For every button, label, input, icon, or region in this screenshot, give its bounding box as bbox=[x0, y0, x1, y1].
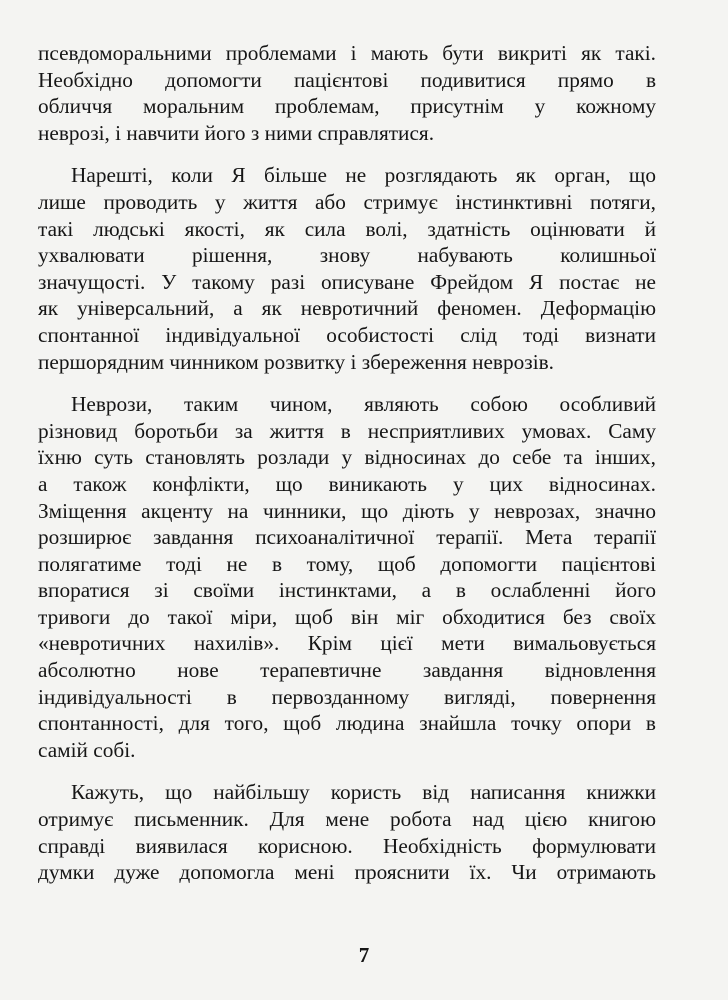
paragraph bbox=[38, 40, 656, 146]
text-line: Неврози, таким чином, являють собою особливий bbox=[71, 392, 656, 417]
paragraph bbox=[38, 162, 656, 375]
text-line: тривоги до такої міри, щоб він міг обходитися без своїх bbox=[38, 604, 656, 629]
paragraph bbox=[38, 391, 656, 763]
text-line: впоратися зі своїми інстинктами, а в ослабленні його bbox=[38, 578, 656, 603]
text-line: «невротичних нахилів». Крім цієї мети вимальовується bbox=[38, 631, 656, 656]
page-body bbox=[38, 40, 656, 902]
text-line: індивідуальності в первозданному вигляді, повернення bbox=[38, 684, 656, 709]
text-line: Необхідно допомогти пацієнтові подивитися прямо в bbox=[38, 67, 656, 92]
text-line: справді виявилася корисною. Необхідність формулювати bbox=[38, 833, 656, 858]
text-line: Зміщення акценту на чинники, що діють у неврозах, значно bbox=[38, 498, 656, 523]
text-line: значущості. У такому разі описуване Фрейдом Я постає не bbox=[38, 269, 656, 294]
text-line: такі людські якості, як сила волі, здатність оцінювати й bbox=[38, 216, 656, 241]
text-line: як універсальний, а як невротичний феномен. Деформацію bbox=[38, 296, 656, 321]
text-line: першорядним чинником розвитку і збереження неврозів. bbox=[38, 349, 554, 374]
text-line: думки дуже допомогла мені прояснити їх. Чи отримають bbox=[38, 860, 656, 885]
text-line: різновид боротьби за життя в несприятливих умовах. Саму bbox=[38, 418, 656, 443]
text-line: отримує письменник. Для мене робота над цією книгою bbox=[38, 807, 656, 832]
page-number: 7 bbox=[358, 943, 370, 967]
text-line: псевдоморальними проблемами і мають бути викриті як такі. bbox=[38, 41, 656, 65]
text-line: самій собі. bbox=[38, 737, 136, 762]
text-line: Кажуть, що найбільшу користь від написання книжки bbox=[71, 780, 656, 805]
text-line: а також конфлікти, що виникають у цих відносинах. bbox=[38, 471, 656, 496]
text-line: обличчя моральним проблемам, присутнім у кожному bbox=[38, 94, 656, 119]
text-line: розширює завдання психоаналітичної терапії. Мета терапії bbox=[38, 525, 656, 550]
text-line: абсолютно нове терапевтичне завдання відновлення bbox=[38, 658, 656, 683]
text-line: неврозі, і навчити його з ними справлятися. bbox=[38, 120, 435, 145]
text-line: спонтанності, для того, щоб людина знайшла точку опори в bbox=[38, 711, 656, 736]
paragraph bbox=[38, 779, 656, 885]
text-line: лише проводить у життя або стримує інстинктивні потяги, bbox=[38, 189, 656, 214]
text-line: полягатиме тоді не в тому, щоб допомогти пацієнтові bbox=[38, 551, 656, 576]
text-line: спонтанної індивідуальної особистості слід тоді визнати bbox=[38, 322, 656, 347]
text-line: ухвалювати рішення, знову набувають колишньої bbox=[38, 243, 656, 268]
text-line: Нарешті, коли Я більше не розглядають як орган, що bbox=[71, 163, 656, 188]
text-line: їхню суть становлять розлади у відносинах до себе та інших, bbox=[38, 445, 656, 470]
